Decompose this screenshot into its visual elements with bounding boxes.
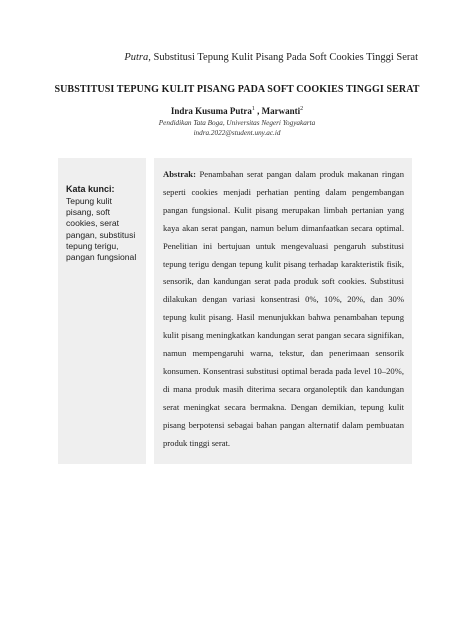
author-email: indra.2022@student.uny.ac.id: [193, 129, 281, 137]
author-name-1: Indra Kusuma Putra: [170, 106, 252, 116]
author-name-2: Marwanti: [261, 106, 301, 116]
keywords-box: [58, 158, 146, 464]
keywords-label: Kata kunci:: [66, 184, 115, 194]
affiliation: Pendidikan Tata Boga, Universitas Negeri Yogyakarta: [158, 119, 316, 127]
keywords-text: Tepung kulit pisang, soft cookies, serat pangan, substitusi tepung terigu, pangan fungsional: [66, 196, 137, 263]
author-separator: ,: [254, 106, 262, 116]
author-line: [0, 106, 474, 116]
running-header-title: , Substitusi Tepung Kulit Pisang Pada Soft Cookies Tinggi Serat: [148, 52, 418, 63]
running-header-author: Putra: [124, 52, 149, 63]
running-header: [124, 52, 418, 63]
abstract-label: Abstrak:: [163, 169, 196, 179]
abstract-paragraph: [163, 166, 404, 453]
author-affil-mark-1: 1: [251, 106, 255, 112]
abstract-text: Penambahan serat pangan dalam produk makanan ringan seperti cookies menjadi perhatian penting dalam pengembangan pangan fungsional. Kulit pisang merupakan limbah pertanian yang kaya akan serat pangan, namun belum dimanfaatkan secara optimal. Penelitian ini bertujuan untuk mengevaluasi pengaruh substitusi tepung terigu dengan tepung kulit pisang terhadap karakteristik fisik, sensorik, dan kandungan serat pada produk soft cookies. Substitusi dilakukan dengan variasi konsentrasi 0%, 10%, 20%, dan 30% tepung kulit pisang. Hasil menunjukkan bahwa penambahan tepung kulit pisang meningkatkan kandungan serat pangan secara signifikan, namun mempengaruhi warna, tekstur, dan penerimaan sensorik konsumen. Konsentrasi substitusi optimal berada pada level 10–20%, di mana produk masih diterima secara organoleptik dan kandungan serat meningkat secara bermakna. Dengan demikian, tepung kulit pisang berpotensi sebagai bahan pangan alternatif dalam pembuatan produk tinggi serat.: [163, 169, 404, 448]
paper-title: SUBSTITUSI TEPUNG KULIT PISANG PADA SOFT COOKIES TINGGI SERAT: [54, 84, 420, 95]
author-affil-mark-2: 2: [300, 106, 304, 112]
abstract-box: [154, 158, 412, 464]
